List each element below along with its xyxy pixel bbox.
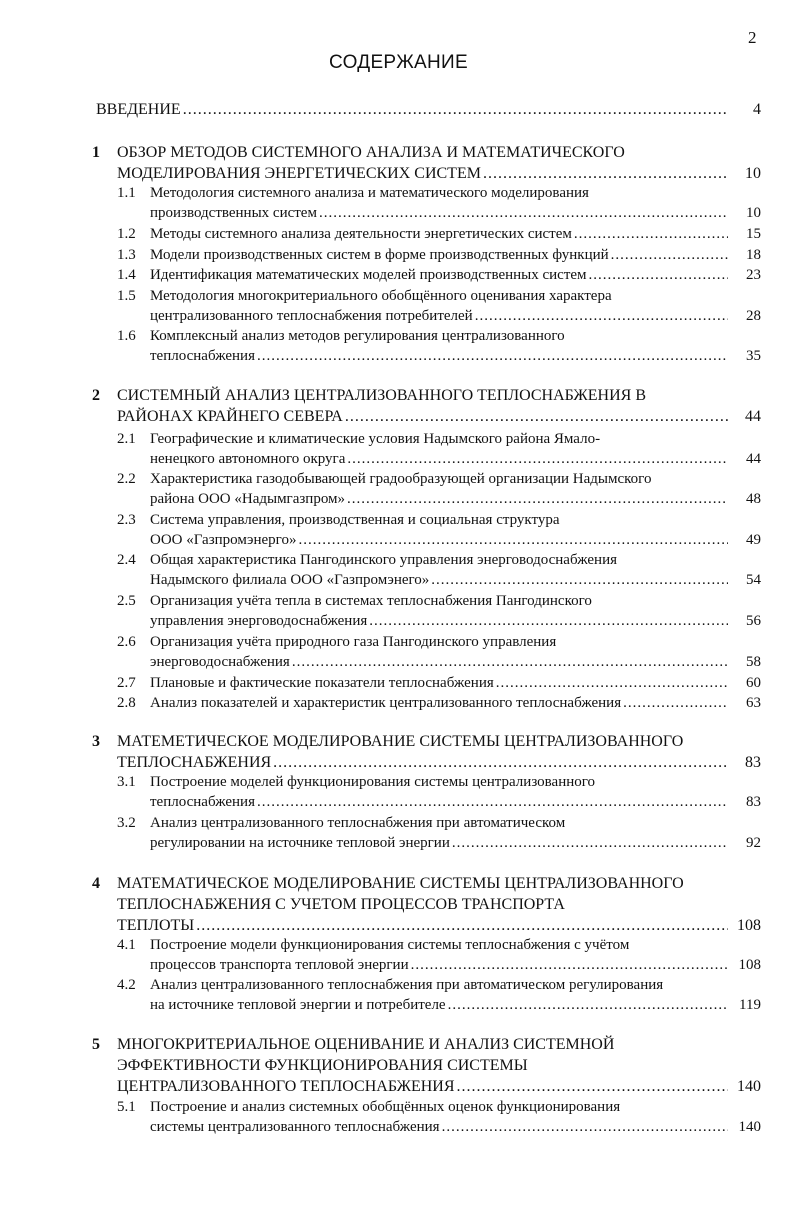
section-number: 1.4 [117,267,136,283]
toc-entry-title-line: управления энерговодоснабжения [150,613,368,629]
toc-page-number: 10 [745,165,761,182]
leader-dots [347,449,728,469]
toc-page-number: 56 [746,613,761,629]
section-number: 2.2 [117,471,136,487]
section-number: 4.2 [117,977,136,993]
section-number: 2.5 [117,593,136,609]
toc-entry-title-line: централизованного теплоснабжения потребителей [150,308,473,324]
toc-entry-title-line: Организация учёта природного газа Пангодинского управления [150,634,557,650]
page-number: 2 [748,28,757,47]
leader-dots [298,530,728,550]
leader-dots [448,995,728,1015]
toc-entry-title-line: системы централизованного теплоснабжения [150,1119,440,1135]
leader-dots [411,955,728,975]
leader-dots [183,99,726,120]
section-number: 3.2 [117,815,136,831]
leader-dots [442,1117,728,1137]
toc-page-number: 108 [737,917,761,934]
toc-entry-title-line: ненецкого автономного округа [150,451,346,467]
toc-entry-title-line: ООО «Газпромэнерго» [150,532,297,548]
toc-page-number: 15 [746,226,761,242]
leader-dots [196,915,728,936]
toc-entry-title-line: МНОГОКРИТЕРИАЛЬНОЕ ОЦЕНИВАНИЕ И АНАЛИЗ СИСТЕМНОЙ [117,1036,615,1053]
toc-entry-title-line: Методы системного анализа деятельности энергетических систем [150,226,572,242]
toc-page-number: 44 [745,408,761,425]
leader-dots [319,203,728,223]
leader-dots [611,245,728,265]
toc-entry-title-line: МОДЕЛИРОВАНИЯ ЭНЕРГЕТИЧЕСКИХ СИСТЕМ [117,165,481,182]
toc-page-number: 140 [738,1119,761,1135]
section-number: 5.1 [117,1099,136,1115]
section-number: 2.4 [117,552,136,568]
toc-entry-title-line: производственных систем [150,205,317,221]
leader-dots [589,265,728,285]
toc-page-number: 48 [746,491,761,507]
toc-page-number: 119 [739,997,761,1013]
toc-entry-title-line: МАТЕМАТИЧЕСКОЕ МОДЕЛИРОВАНИЕ СИСТЕМЫ ЦЕНТРАЛИЗОВАННОГО [117,875,684,892]
toc-entry-title-line: ЭФФЕКТИВНОСТИ ФУНКЦИОНИРОВАНИЯ СИСТЕМЫ [117,1057,528,1074]
leader-dots [483,163,728,184]
section-number: 1.2 [117,226,136,242]
toc-page-number: 60 [746,675,761,691]
toc-entry-title-line: Система управления, производственная и социальная структура [150,512,560,528]
toc-entry-title-line: РАЙОНАХ КРАЙНЕГО СЕВЕРА [117,408,343,425]
toc-entry-title-line: Надымского филиала ООО «Газпромэнего» [150,572,430,588]
toc-page-number: 23 [746,267,761,283]
toc-entry-title-line: района ООО «Надымгазпром» [150,491,346,507]
leader-dots [496,673,728,693]
toc-page-number: 4 [753,101,761,118]
section-number: 2.8 [117,695,136,711]
toc-entry-title-line: ТЕПЛОСНАБЖЕНИЯ [117,754,272,771]
chapter-number: 4 [92,875,100,892]
page-title: СОДЕРЖАНИЕ [329,52,468,73]
section-number: 1.6 [117,328,136,344]
section-number: 2.7 [117,675,136,691]
leader-dots [273,752,728,773]
chapter-number: 2 [92,387,100,404]
leader-dots [257,792,728,812]
leader-dots [257,346,728,366]
toc-entry-title-line: регулировании на источнике тепловой энергии [150,835,450,851]
toc-entry-title-line: СИСТЕМНЫЙ АНАЛИЗ ЦЕНТРАЛИЗОВАННОГО ТЕПЛОСНАБЖЕНИЯ В [117,387,646,404]
toc-entry-title-line: Анализ показателей и характеристик централизованного теплоснабжения [150,695,622,711]
toc-page-number: 35 [746,348,761,364]
section-number: 3.1 [117,774,136,790]
toc-entry-title-line: Плановые и фактические показатели теплоснабжения [150,675,494,691]
toc-entry-title-line: Модели производственных систем в форме производственных функций [150,247,609,263]
chapter-number: 5 [92,1036,100,1053]
leader-dots [457,1076,729,1097]
section-number: 2.6 [117,634,136,650]
toc-page-number: 92 [746,835,761,851]
toc-entry-title-line: Анализ централизованного теплоснабжения при автоматическом регулирования [150,977,664,993]
toc-entry-title-line: Построение моделей функционирования системы централизованного [150,774,596,790]
toc-page-number: 54 [746,572,761,588]
toc-entry-title-line: Построение модели функционирования системы теплоснабжения с учётом [150,937,630,953]
toc-entry-title-line: Идентификация математических моделей производственных систем [150,267,587,283]
toc-page-number: 83 [745,754,761,771]
toc-entry-title-line: ЦЕНТРАЛИЗОВАННОГО ТЕПЛОСНАБЖЕНИЯ [117,1078,455,1095]
toc-page-number: 108 [738,957,761,973]
leader-dots [369,611,728,631]
toc-entry-title-line: Характеристика газодобывающей градообразующей организации Надымского [150,471,652,487]
section-number: 1.3 [117,247,136,263]
toc-entry-title-line: теплоснабжения [150,794,255,810]
toc-page-number: 49 [746,532,761,548]
toc-page-number: 44 [746,451,761,467]
toc-entry-title-line: процессов транспорта тепловой энергии [150,957,409,973]
leader-dots [292,652,728,672]
toc-page-number: 58 [746,654,761,670]
toc-entry-title-line: Общая характеристика Пангодинского управления энерговодоснабжения [150,552,617,568]
toc-page-number: 140 [737,1078,761,1095]
chapter-number: 1 [92,144,100,161]
toc-entry-title-line: Анализ централизованного теплоснабжения при автоматическом [150,815,566,831]
leader-dots [431,570,728,590]
toc-entry-title-line: Комплексный анализ методов регулирования централизованного [150,328,565,344]
leader-dots [345,406,728,427]
toc-entry-title-line: ОБЗОР МЕТОДОВ СИСТЕМНОГО АНАЛИЗА И МАТЕМАТИЧЕСКОГО [117,144,625,161]
toc-entry-title-line: на источнике тепловой энергии и потребителе [150,997,446,1013]
chapter-number: 3 [92,733,100,750]
toc-entry-title-line: Методология многокритериального обобщённого оценивания характера [150,288,612,304]
toc-entry-title-line: ТЕПЛОСНАБЖЕНИЯ С УЧЕТОМ ПРОЦЕССОВ ТРАНСПОРТА [117,896,565,913]
leader-dots [574,224,728,244]
toc-page-number: 83 [746,794,761,810]
toc-entry-title-line: Построение и анализ системных обобщённых оценок функционирования [150,1099,621,1115]
toc-entry-title-line: энерговодоснабжения [150,654,290,670]
leader-dots [623,693,728,713]
leader-dots [452,833,728,853]
toc-entry-title: ВВЕДЕНИЕ [96,101,181,118]
toc-page-number: 10 [746,205,761,221]
toc-entry-title-line: ТЕПЛОТЫ [117,917,195,934]
toc-page-number: 63 [746,695,761,711]
section-number: 1.1 [117,185,136,201]
toc-entry-title-line: теплоснабжения [150,348,255,364]
section-number: 4.1 [117,937,136,953]
toc-entry-title-line: Методология системного анализа и математического моделирования [150,185,589,201]
leader-dots [347,489,728,509]
section-number: 2.1 [117,431,136,447]
toc-entry-title-line: Географические и климатические условия Надымского района Ямало- [150,431,601,447]
toc-page-number: 18 [746,247,761,263]
leader-dots [475,306,728,326]
section-number: 2.3 [117,512,136,528]
toc-entry-title-line: Организация учёта тепла в системах теплоснабжения Пангодинского [150,593,592,609]
toc-entry-title-line: МАТЕМЕТИЧЕСКОЕ МОДЕЛИРОВАНИЕ СИСТЕМЫ ЦЕНТРАЛИЗОВАННОГО [117,733,684,750]
section-number: 1.5 [117,288,136,304]
toc-page-number: 28 [746,308,761,324]
